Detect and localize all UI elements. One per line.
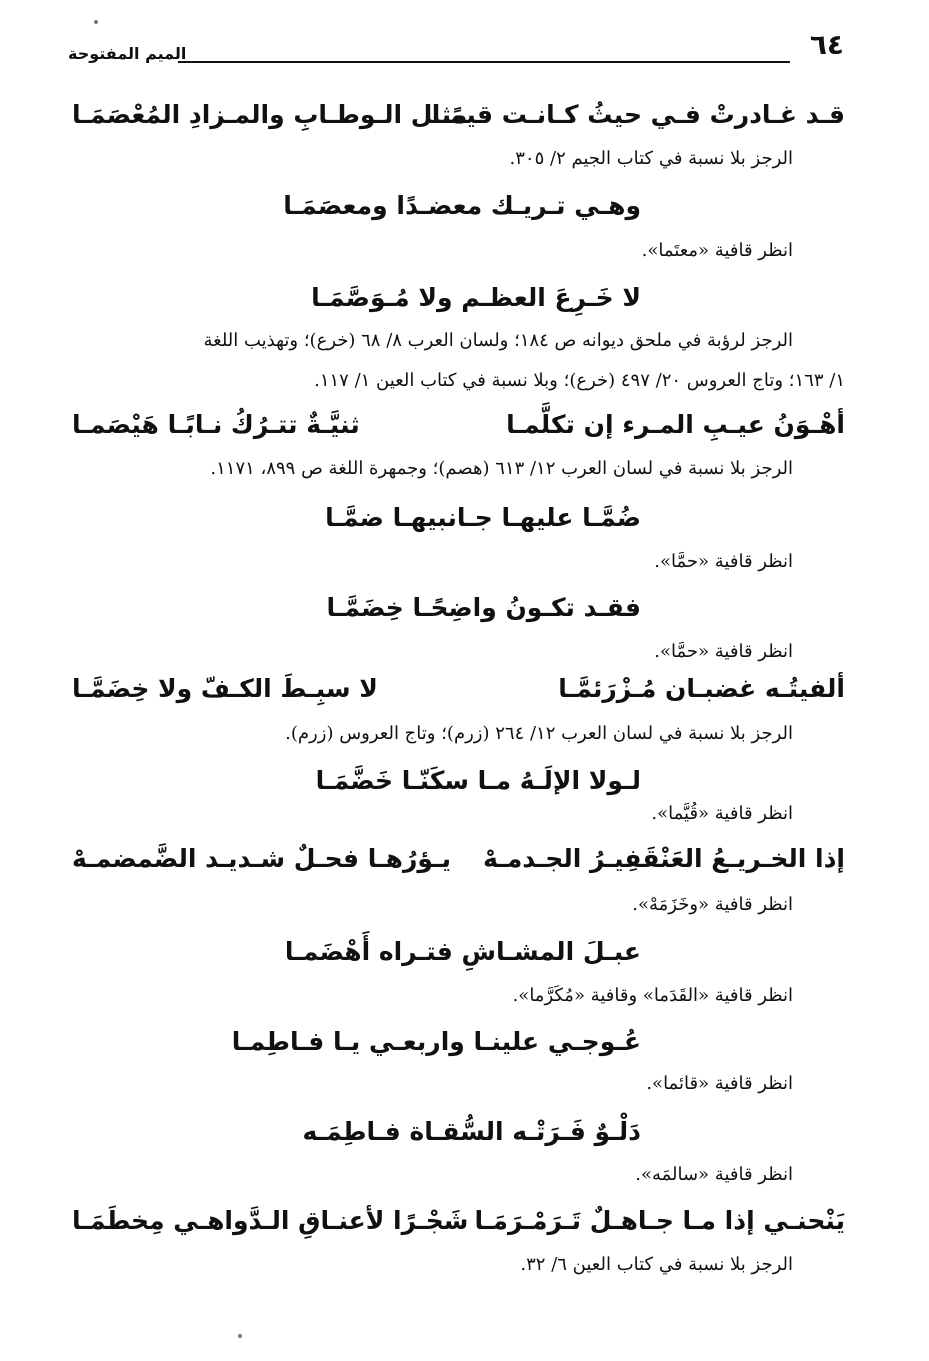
verse-first-hemistich: يَنْحنـي إذا مـا جـاهـلٌ تَـرَمْـرَمَـا (474, 1206, 845, 1235)
footnote-crossref: انظر قافية «القَدَما» وقافية «مُكَرَّما». (512, 985, 793, 1006)
verse-single: فقـد تكـونُ واضِحًـا خِضَمَّـا (326, 593, 641, 622)
verse-single: لا خَـرِعَ العظـم ولا مُـوَصَّمَـا (311, 283, 641, 312)
verse-first-hemistich: أهْـوَنُ عيـبِ المـرء إن تكلَّمـا (506, 410, 845, 439)
footnote-crossref: انظر قافية «حمَّا». (654, 641, 793, 662)
verse-single: دَلْـوٌ فَـرَتْـه السُّقـاة فـاطِمَـه (302, 1117, 641, 1146)
footnote-crossref: انظر قافية «قُيَّما». (651, 803, 793, 824)
verse-second-hemistich: مثـل الـوطـابِ والمـزادِ المُعْصَمَـا (72, 100, 468, 129)
footnote-crossref: انظر قافية «معتَما». (641, 240, 793, 261)
verse-second-hemistich: شَجْـرًا لأعنـاقِ الـدَّواهـي مِخطَمَـا (72, 1206, 469, 1235)
scan-speck (238, 1334, 242, 1338)
verse-single: لـولا الإلَـهُ مـا سكَنّـا خَضَّمَـا (315, 766, 641, 795)
chapter-title: الميم المفتوحة (68, 44, 187, 63)
page-number: ٦٤ (809, 28, 844, 61)
verse-single: عُـوجـي علينـا واربعـي يـا فـاطِمـا (231, 1027, 641, 1056)
footnote-crossref: انظر قافية «حمَّا». (654, 551, 793, 572)
footnote-crossref: انظر قافية «قائما». (646, 1073, 793, 1094)
scan-speck (94, 20, 98, 24)
footnote-citation-cont: ١/ ١٦٣؛ وتاج العروس ٢٠/ ٤٩٧ (خرع)؛ وبلا نسبة في كتاب العين ١/ ١١٧. (314, 370, 845, 391)
verse-first-hemistich: إذا الخـريـعُ العَنْقَفِيـرُ الجـدمـهْ (483, 844, 845, 873)
footnote-citation: الرجز بلا نسبة في كتاب الجيم ٢/ ٣٠٥. (509, 148, 793, 169)
verse-second-hemistich: يـؤرُهـا فحـلٌ شـديـد الضَّمضمـهْ (72, 844, 452, 873)
footnote-citation: الرجز بلا نسبة في لسان العرب ١٢/ ٢٦٤ (زرم)؛ وتاج العروس (زرم). (285, 723, 793, 744)
verse-single: ضُمَّـا عليهـا جـانبيهـا ضمَّـا (325, 503, 641, 532)
verse-second-hemistich: لا سبِـطَ الكـفّ ولا خِضَمَّـا (72, 674, 378, 703)
verse-first-hemistich: قـد غـادرتْ فـي حيثُ كـانـت قيمًـا (431, 100, 845, 129)
verse-first-hemistich: ألفيتُـه غضبـان مُـزْرَئمَّـا (558, 674, 845, 703)
verse-second-hemistich: ثنيَّـةٌ تتـرُكُ نـابًـا هَيْصَمـا (72, 410, 360, 439)
footnote-crossref: انظر قافية «وخَزَمَهْ». (632, 894, 793, 915)
verse-single: وهـي تـريـك معضـدًا ومعصَمَـا (283, 191, 641, 220)
footnote-citation: الرجز بلا نسبة في لسان العرب ١٢/ ٦١٣ (هصم)؛ وجمهرة اللغة ص ٨٩٩، ١١٧١. (210, 458, 793, 479)
footnote-crossref: انظر قافية «سالمَه». (635, 1164, 793, 1185)
footnote-citation: الرجز لرؤبة في ملحق ديوانه ص ١٨٤؛ ولسان العرب ٨/ ٦٨ (خرع)؛ وتهذيب اللغة (203, 330, 793, 351)
header-rule (178, 61, 790, 63)
verse-single: عبـلَ المشـاشِ فتـراه أَهْضَمـا (284, 937, 641, 966)
footnote-citation: الرجز بلا نسبة في كتاب العين ٦/ ٣٢. (520, 1254, 793, 1275)
